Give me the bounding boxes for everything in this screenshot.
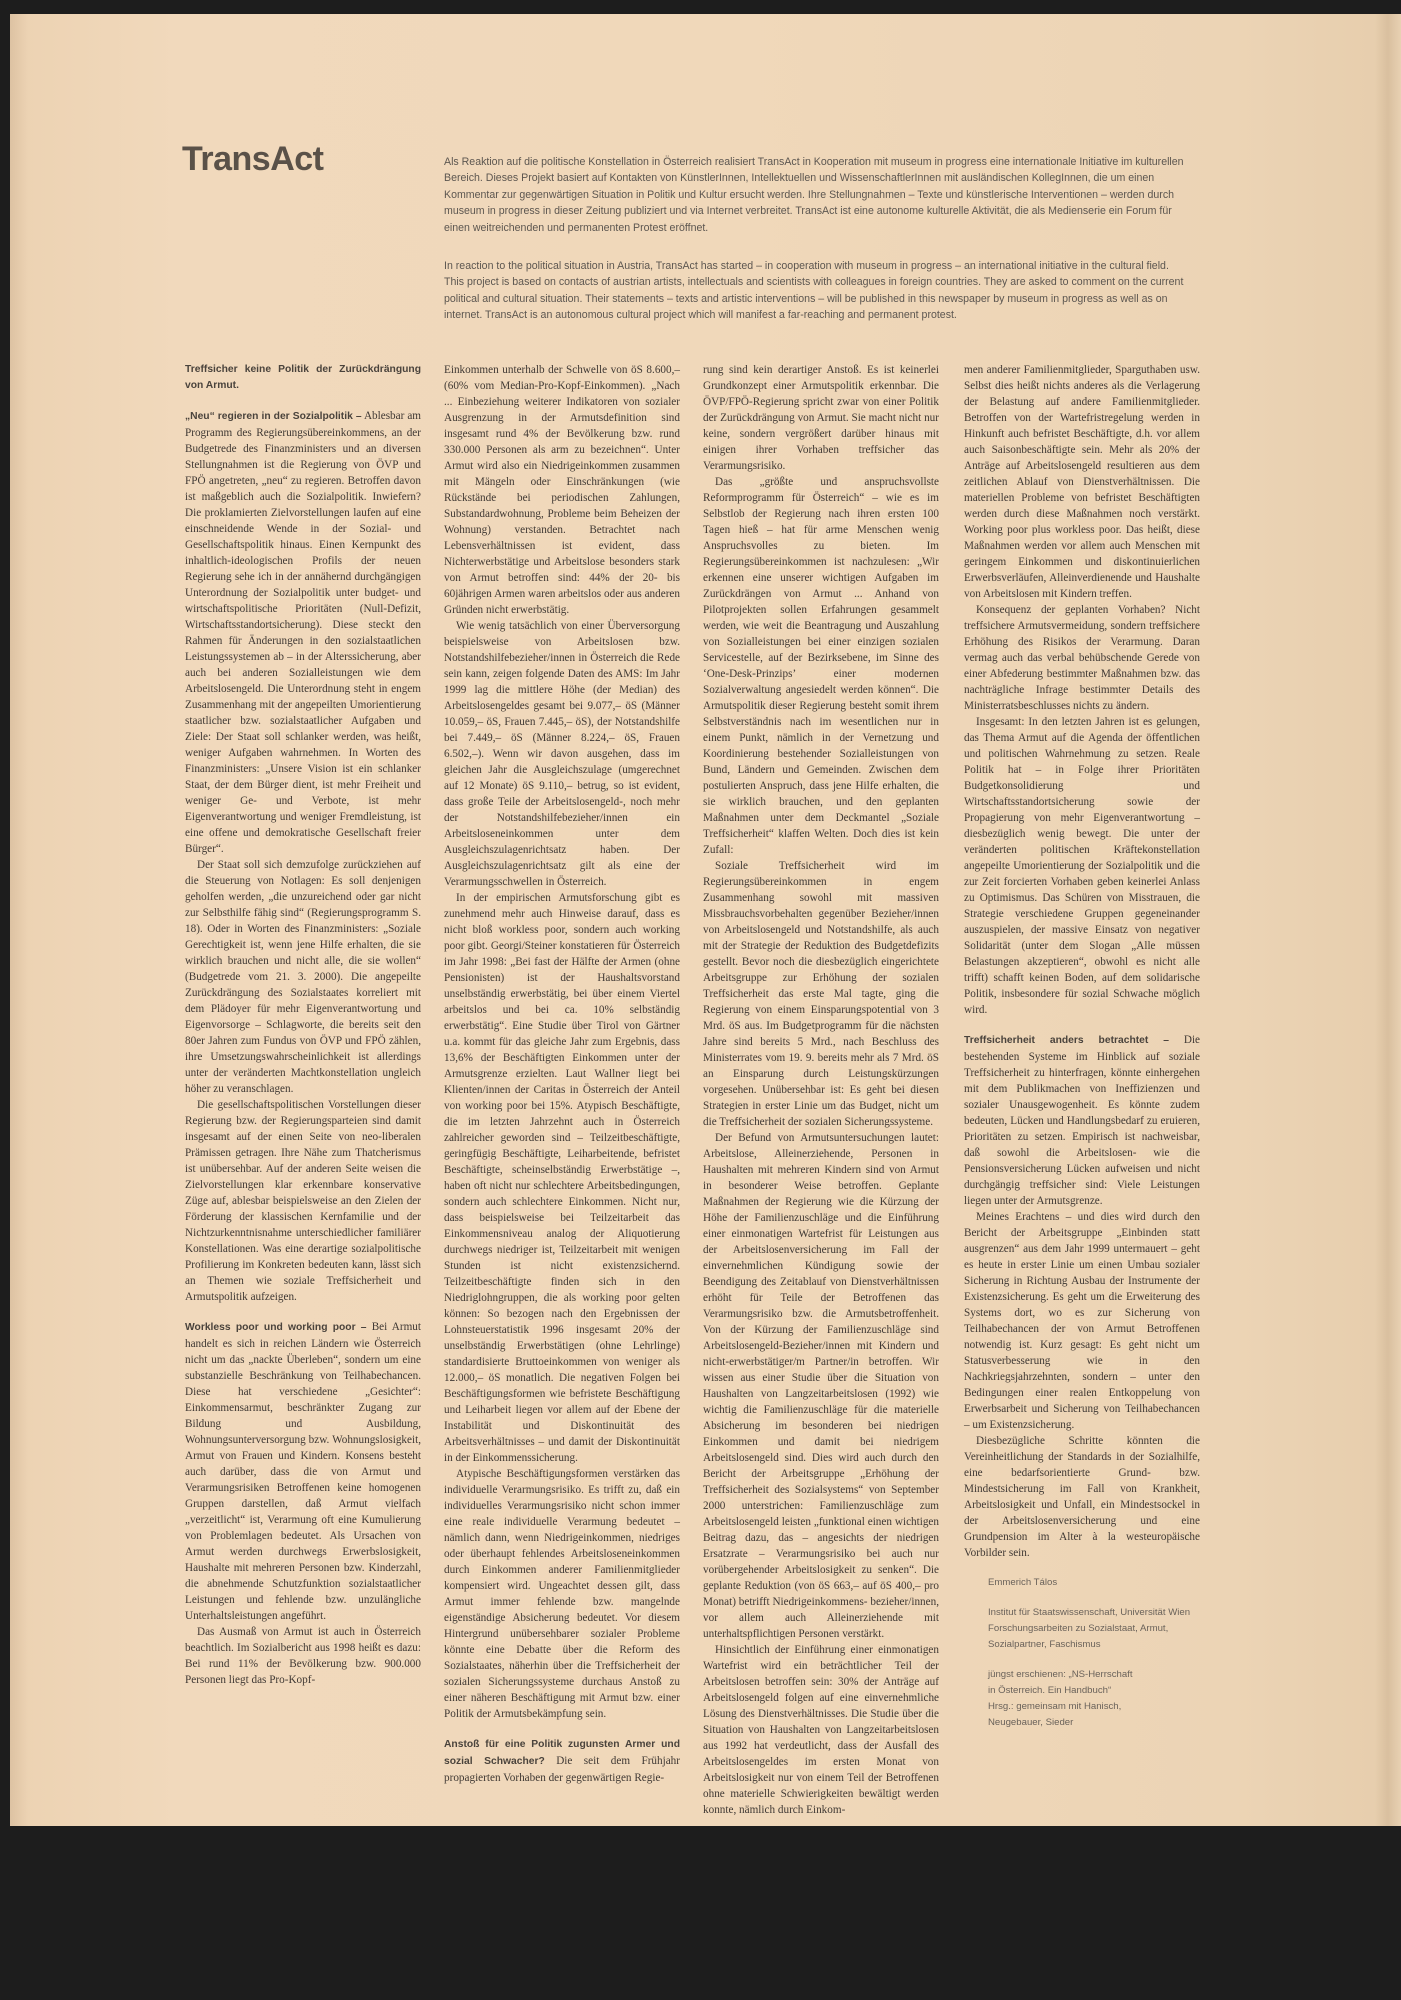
paragraph: Hinsichtlich der Einführung einer einmonatigen Wartefrist wird ein beträchtlicher Teil der Arbeitslosen betroffen sein: 30% der Anträge auf Arbeitslosengeld folgen auf eine einvernehmliche Lösung des Dienstverhältnisses. Die Studie über die Situation von Haushalten von Langzeitarbeitslosen aus 1992 hat verdeutlicht, dass der Ausfall des Arbeitslosengeldes im ersten Monat von Arbeitslosigkeit nur von einem Teil der Betroffenen ohne materielle Schwierigkeiten bewältigt werden konnte, nämlich durch Einkom- xyxy=(703,1644,939,1816)
author-publication: jüngst erschienen: „NS-Herrschaft in Österreich. Ein Handbuch“ Hrsg.: gemeinsam mit Hanisch, Neugebauer, Sieder xyxy=(988,1669,1133,1728)
newspaper-page xyxy=(10,14,1401,1826)
article-column-3 xyxy=(703,362,939,1816)
paragraph: Wie wenig tatsächlich von einer Überversorgung beispielsweise von Arbeitslosen bzw. Notstandshilfebezieher/innen in Österreich die Rede sein kann, zeigen folgende Daten des AMS: Im Jahr 1999 lag die mittlere Höhe (der Median) des Arbeitslosengeldes gesamt bei 9.077,– öS (Männer 10.059,– öS, Frauen 7.445,– öS), der Notstandshilfe bei 7.449,– öS (Männer 8.224,– öS, Frauen 6.502,–). Wenn wir davon ausgehen, dass im gleichen Jahr die Ausgleichszulage (umgerechnet auf 12 Monate) öS 9.110,– betrug, so ist evident, dass große Teile der Arbeitslosengeld-, noch mehr der Notstandshilfebezieher/innen ein Arbeitsloseneinkommen unter dem Ausgleichszulagenrichtsatz haben. Der Ausgleichszulagenrichtsatz gilt als eine der Verarmungsschwellen in Österreich. xyxy=(444,620,680,888)
intro-english: In reaction to the political situation in Austria, TransAct has started – in cooperation with museum in progress – an international initiative in the cultural field. This project is based on contacts of austrian artists, intellectuals and scientists with colleagues in foreign countries. They are asked to comment on the current political and cultural situation. Their statements – texts and artistic interventions – will be published in this newspaper by museum in progress as well as on internet. TransAct is an autonomous cultural project which will manifest a far-reaching and permanent protest. xyxy=(444,260,1184,322)
section-lead: Treffsicherheit anders betrachtet – xyxy=(964,1035,1169,1046)
paragraph: Der Staat soll sich demzufolge zurückziehen auf die Steuerung von Notlagen: Es soll denjenigen geholfen werden, „die unzureichend oder gar nicht zur Selbsthilfe fähig sind“ (Regierungsprogramm S. 18). Oder in Worten des Finanzministers: „Soziale Gerechtigkeit ist, wenn jene Hilfe erhalten, die sie wirklich brauchen und nicht alle, die sie wollen“ (Budgetrede vom 21. 3. 2000). Die angepeilte Zurückdrängung des Sozialstaates korreliert mit dem Plädoyer für mehr Eigenverantwortung und Eigenvorsorge – Schlagworte, die bereits seit den 80er Jahren zum Fundus von ÖVP und FPÖ zählen, ihre Umsetzungswahrscheinlichkeit ist allerdings unter der veränderten Machtkonstellation ungleich höher zu veranschlagen. xyxy=(185,859,421,1095)
paragraph: rung sind kein derartiger Anstoß. Es ist keinerlei Grundkonzept einer Armutspolitik erkennbar. Die ÖVP/FPÖ-Regierung spricht zwar von einer Politik der Zurückdrängung von Armut. Sie macht nicht nur keine, sondern vergrößert darüber hinaus mit einigen ihrer Vorhaben treffsicher das Verarmungsrisiko. xyxy=(703,364,939,472)
section-lead: „Neu“ regieren in der Sozialpolitik – xyxy=(185,411,362,422)
paragraph: Workless poor und working poor – Bei Armut handelt es sich in reichen Ländern wie Österreich nicht um das „nackte Überleben“, sondern um eine substanzielle Beschränkung von Teilhabechancen. Diese hat verschiedene „Gesichter“: Einkommensarmut, beschränkter Zugang zur Bildung und Ausbildung, Wohnungsunterversorgung bzw. Wohnungslosigkeit, Armut von Frauen und Kindern. Konsens besteht auch darüber, dass die von Armut und Verarmungsrisiken Betroffenen keine homogenen Gruppen darstellen, daß Armut vielfach „verzeitlicht“ ist, Verarmung oft eine Kumulierung von Problemlagen bedeutet. Als Ursachen von Armut werden durchwegs Erwerbslosigkeit, Haushalte mit mehreren Personen bzw. Kinderzahl, die abnehmende Schutzfunktion sozialstaatlicher Leistungen und fehlende bzw. unzulängliche Unterhaltsleistungen angeführt. xyxy=(185,1321,421,1622)
paragraph: Atypische Beschäftigungsformen verstärken das individuelle Verarmungsrisiko. Es trifft zu, daß ein individuelles Verarmungsrisiko nicht schon immer eine reale individuelle Verarmung bedeutet – nämlich dann, wenn Niedrigeinkommen, niedriges oder überhaupt fehlendes Arbeitsloseneinkommen durch Einkommen anderer Familienmitglieder kompensiert wird. Ungeachtet dessen gilt, dass Armut immer fehlende bzw. mangelnde eigenständige Absicherung bedeutet. Vor diesem Hintergrund unübersehbarer sozialer Probleme könnte eine Debatte über die Reform des Sozialstaates, näherhin über die Treffsicherheit der sozialen Sicherungssysteme durchaus Anstoß zu einer näheren Beschäftigung mit Armut bzw. einer Politik der Armutsbekämpfung sein. xyxy=(444,1468,680,1720)
paragraph: Diesbezügliche Schritte könnten die Vereinheitlichung der Standards in der Sozialhilfe, eine bedarfsorientierte Grund- bzw. Mindestsicherung im Fall von Krankheit, Arbeitslosigkeit und Unfall, ein Mindestsockel in der Arbeitslosenversicherung und eine Grundpension im Alter à la westeuropäische Vorbilder sein. xyxy=(964,1435,1200,1559)
paragraph: Meines Erachtens – und dies wird durch den Bericht der Arbeitsgruppe „Einbinden statt ausgrenzen“ aus dem Jahr 1999 untermauert – geht es heute in erster Linie um einen Umbau sozialer Sicherung in Richtung Ausbau der Instrumente der Existenzsicherung. Es geht um die Erweiterung des Systems dort, wo es zur Sicherung von Teilhabechancen der von Armut Betroffenen notwendig ist. Kurz gesagt: Es geht nicht um Statusverbesserung wie in den Nachkriegsjahrzehnten, sondern – unter den Bedingungen einer realen Entkoppelung von Erwerbsarbeit und Sicherung von Teilhabechancen – um Existenzsicherung. xyxy=(964,1211,1200,1431)
paragraph: Konsequenz der geplanten Vorhaben? Nicht treffsichere Armutsvermeidung, sondern treffsichere Erhöhung des Risikos der Verarmung. Daran vermag auch das verbal behübschende Gerede von einer Abfederung bestimmter Maßnahmen bzw. das nachträgliche Infrage bestimmter Details des Ministerratsbeschlusses nichts zu ändern. xyxy=(964,604,1200,712)
paragraph: Anstoß für eine Politik zugunsten Armer und sozial Schwacher? Die seit dem Frühjahr propagierten Vorhaben der gegenwärtigen Regie- xyxy=(444,1739,681,1784)
paragraph: Das „größte und anspruchsvollste Reformprogramm für Österreich“ – wie es im Selbstlob der Regierung nach ihren ersten 100 Tagen hieß – hat für arme Menschen wenig Anspruchsvolles zu bieten. Im Regierungsübereinkommen ist nachzulesen: „Wir erkennen eine unserer wichtigen Aufgaben im Zurückdrängen von Armut ... Anhand von Pilotprojekten sollen Erfahrungen gesammelt werden, wie weit die Beantragung und Auszahlung von Sozialleistungen bei einer einzigen sozialen Servicestelle, auf der Bezirksebene, im Sinne des ‘One-Desk-Prinzips’ einer modernen Sozialverwaltung angesiedelt werden können“. Die Armutspolitik dieser Regierung besteht somit ihrem Selbstverständnis nach im wesentlichen nur in einem Punkt, nämlich in der Vernetzung und Koordinierung bestehender Sozialleistungen von Bund, Ländern und Gemeinden. Zwischen dem postulierten Anspruch, dass jene Hilfe erhalten, die sie wirklich brauchen, und den geplanten Maßnahmen unter dem Deckmantel „Soziale Treffsicherheit“ klaffen Welten. Doch dies ist kein Zufall: xyxy=(703,476,939,856)
article-column-2 xyxy=(444,362,680,1792)
author-name: Emmerich Tálos xyxy=(988,1577,1058,1588)
article-column-1 xyxy=(185,362,421,1792)
section-lead: Anstoß für eine Politik zugunsten Armer und sozial Schwacher? xyxy=(444,1739,680,1767)
masthead-title: TransAct xyxy=(182,140,324,178)
paragraph: Einkommen unterhalb der Schwelle von öS 8.600,– (60% vom Median-Pro-Kopf-Einkommen). „Nach ... Einbeziehung weiterer Indikatoren von sozialer Ausgrenzung in der Armutsdefinition sind insgesamt rund 4% der Bevölkerung bzw. rund 330.000 Personen als arm zu bezeichnen“. Unter Armut wird also ein Niedrigeinkommen zusammen mit Mängeln oder Einschränkungen (wie Rückstände bei periodischen Zahlungen, Substandardwohnung, Probleme beim Beheizen der Wohnung) verstanden. Betrachtet nach Lebensverhältnissen ist evident, dass Nichterwerbstätige und Arbeitslose besonders stark von Armut betroffen sind: 44% der 20- bis 60jährigen Armen waren arbeitslos oder aus anderen Gründen nicht erwerbstätig. xyxy=(444,364,680,616)
section-lead: Workless poor und working poor – xyxy=(185,1322,367,1333)
paragraph: Der Befund von Armutsuntersuchungen lautet: Arbeitslose, Alleinerziehende, Personen in Haushalten mit mehreren Kindern sind von Armut in besonderer Weise betroffen. Geplante Maßnahmen der Regierung wie die Kürzung der Höhe der Familienzuschläge und die Einführung einer einmonatigen Wartefrist für Leistungen aus der Arbeitslosenversicherung im Fall der einvernehmlichen Kündigung sowie der Beendigung des Zeitablauf von Dienstverhältnissen erhöht für Teile der Betroffenen das Verarmungsrisiko bzw. die Armutsbetroffenheit. Von der Kürzung der Familienzuschläge sind Arbeitslosengeld-Bezieher/innen mit Kindern und nicht-erwerbstätiger/m Partner/in betroffen. Wir wissen aus einer Studie über die Situation von Haushalten von Langzeitarbeitslosen (1992) wie wichtig die Familienzuschläge für die materielle Absicherung im besonderen bei niedrigen Einkommen und damit bei niedrigem Arbeitslosengeld sind. Dies wird auch durch den Bericht der Arbeitsgruppe „Erhöhung der Treffsicherheit des Sozialsystems“ von September 2000 unterstrichen: Familienzuschläge zum Arbeitslosengeld leisten „funktional einen wichtigen Beitrag dazu, das – angesichts der niedrigen Ersatzrate – Verarmungsrisiko bei auch nur vorübergehender Arbeitslosigkeit zu senken“. Die geplante Reduktion (von öS 663,– auf öS 400,– pro Monat) betrifft Niedrigeinkommens- bezieher/innen, vor allem auch Alleinerziehende mit unterhaltspflichtigen Personen verstärkt. xyxy=(703,1132,939,1640)
article-headline: Treffsicher keine Politik der Zurückdrängung von Armut. xyxy=(185,364,421,391)
page-fold-right xyxy=(1375,14,1401,1826)
page-shadow-left xyxy=(10,14,28,1826)
paragraph: Das Ausmaß von Armut ist auch in Österreich beachtlich. Im Sozialbericht aus 1998 heißt es dazu: Bei rund 11% der Bevölkerung bzw. 900.000 Personen liegt das Pro-Kopf- xyxy=(185,1626,421,1686)
paragraph: „Neu“ regieren in der Sozialpolitik – Ablesbar am Programm des Regierungsübereinkommens, an der Budgetrede des Finanzministers und an diversen Stellungnahmen ist die Regierung von ÖVP und FPÖ angetreten, „neu“ zu regieren. Betroffen davon ist maßgeblich auch die Sozialpolitik. Inwiefern? Die proklamierten Zielvorstellungen laufen auf eine einschneidende Wende in der Sozial- und Gesellschaftspolitik hinaus. Einen Kernpunkt des inhaltlich-ideologischen Profils der neuen Regierung sehe ich in der annähernd durchgängigen Unterordnung der Sozialpolitik unter budget- und wirtschaftspolitische Prioritäten (Null-Defizit, Wirtschaftsstandortsicherung). Diese steckt den Rahmen für Änderungen in den sozialstaatlichen Leistungssystemen ab – in der Alterssicherung, aber auch bei anderen Sozialleistungen wie dem Arbeitslosengeld. Die Unterordnung steht in engem Zusammenhang mit der angepeilten Umorientierung staatlicher bzw. sozialstaatlicher Aufgaben und Ziele: Der Staat soll schlanker werden, was heißt, weniger Aufgaben wahrnehmen. In Worten des Finanzministers: „Unsere Vision ist ein schlanker Staat, der dem Bürger dient, ist mehr Freiheit und weniger Ge- und Verbote, ist mehr Eigenverantwortung und weniger Fremdleistung, ist eine offene und demokratische Gesellschaft freier Bürger“. xyxy=(185,410,421,855)
paragraph: Treffsicherheit anders betrachtet – Die bestehenden Systeme im Hinblick auf soziale Treffsicherheit zu hinterfragen, könnte einhergehen mit dem Publikmachen von Ineffizienzen und sozialer Unausgewogenheit. Es könnte zudem bedeuten, Lücken und Handlungsbedarf zu eruieren, Prioritäten zu setzen. Empirisch ist nachweisbar, daß sowohl die Arbeitslosen- wie die Pensionsversicherung Lücken aufweisen und nicht durchgängig treffsicher sind: Viele Leistungen liegen unter der Armutsgrenze. xyxy=(964,1034,1201,1207)
paragraph: Insgesamt: In den letzten Jahren ist es gelungen, das Thema Armut auf die Agenda der öffentlichen und politischen Wahrnehmung zu setzen. Reale Politik hat – in Folge ihrer Prioritäten Budgetkonsolidierung und Wirtschaftsstandortsicherung sowie der Propagierung von mehr Eigenverantwortung – diesbezüglich wenig bewegt. Die unter der veränderten politischen Kräftekonstellation angepeilte Umorientierung der Sozialpolitik und die zur Zeit forcierten Vorhaben geben keinerlei Anlass zu Optimismus. Das Schüren von Misstrauen, die Strategie verschiedene Gruppen gegeneinander auszuspielen, der massive Einsatz von negativer Solidarität (unter dem Slogan „Alle müssen Belastungen akzeptieren“, obwohl es nicht alle trifft) schafft keinen Boden, auf dem solidarische Politik, insbesondere für sozial Schwache möglich wird. xyxy=(964,716,1200,1016)
paragraph: In der empirischen Armutsforschung gibt es zunehmend mehr auch Hinweise darauf, dass es nicht bloß workless poor, sondern auch working poor gibt. Georgi/Steiner konstatieren für Österreich im Jahr 1998: „Bei fast der Hälfte der Armen (ohne Pensionisten) ist der Haushaltsvorstand unselbständig erwerbstätig, bei über einem Viertel arbeitslos und bei ca. 10% selbständig erwerbstätig“. Eine Studie über Tirol von Gärtner u.a. kommt für das gleiche Jahr zum Ergebnis, dass 13,6% der Beschäftigten Einkommen unter der Armutsgrenze erzielten. Laut Wallner liegt bei Klienten/innen der Caritas in Österreich der Anteil von working poor bei 15%. Atypisch Beschäftigte, die im letzten Jahrzehnt auch in Österreich zahlreicher geworden sind – Teilzeitbeschäftigte, geringfügig Beschäftigte, Leiharbeitende, befristet Beschäftigte, scheinselbständig Erwerbstätige –, haben oft nicht nur schlechtere Arbeitsbedingungen, sondern auch schlechtere Einkommen. Nicht nur, dass beispielsweise bei Teilzeitarbeit das Einkommensniveau analog der Aliquotierung durchwegs niedriger ist, Teilzeitarbeit mit wenigen Stunden ist nicht existenzsichernd. Teilzeitbeschäftigte finden sich in den Niedriglohngruppen, die als working poor gelten können: So bezogen nach den Ergebnissen der Lohnsteuerstatistik 1996 insgesamt 20% der unselbständig Erwerbstätigen (ohne Lehrlinge) standardisierte Bruttoeinkommen von weniger als 12.000,– öS monatlich. Die negativen Folgen bei Beschäftigungsformen wie befristete Beschäftigung und Leiharbeit liegen vor allem auf der Ebene der Instabilität und Diskontinuität des Arbeitsverhältnisses – und damit der Diskontinuität in der Einkommenssicherung. xyxy=(444,892,680,1464)
article-column-4 xyxy=(964,362,1200,1792)
paragraph: Die gesellschaftspolitischen Vorstellungen dieser Regierung bzw. der Regierungsparteien sind damit insgesamt auf der einen Seite von neo-liberalen Prämissen getragen. Ihre Nähe zum Thatcherismus ist unübersehbar. Auf der anderen Seite weisen die Zielvorstellungen klar erkennbare konservative Züge auf, ablesbar beispielsweise an den Zielen der Förderung der klassischen Kernfamilie und der Nichtzurkenntnisnahme unterschiedlicher familiärer Konstellationen. Was eine derartige sozialpolitische Profilierung im Konkreten bedeuten kann, lässt sich an Themen wie soziale Treffsicherheit und Armutspolitik aufzeigen. xyxy=(185,1099,421,1303)
paragraph: Soziale Treffsicherheit wird im Regierungsübereinkommen in engem Zusammenhang sowohl mit massiven Missbrauchsvorbehalten gegenüber Bezieher/innen von Arbeitslosengeld und Notstandshilfe, als auch mit der Strategie der Reduktion des Budgetdefizits gestellt. Bevor noch die diesbezüglich eingerichtete Arbeitsgruppe zur Erhöhung der sozialen Treffsicherheit das erste Mal tagte, ging die Regierung von einem Einsparungspotential von 3 Mrd. öS aus. Im Budgetprogramm für die nächsten Jahre sind bereits 5 Mrd., nach Beschluss des Ministerrates vom 19. 9. bereits mehr als 7 Mrd. öS an Einsparung durch Leistungskürzungen vorgesehen. Unübersehbar ist: Es geht bei diesen Strategien in erster Linie um das Budget, nicht um die Treffsicherheit der sozialen Sicherungssysteme. xyxy=(703,860,939,1128)
author-affiliation: Institut für Staatswissenschaft, Universität Wien Forschungsarbeiten zu Sozialstaat, Armut, Sozialpartner, Faschismus xyxy=(988,1607,1191,1650)
paragraph: men anderer Familienmitglieder, Sparguthaben usw. Selbst dies heißt nichts anderes als die Verlagerung der Belastung auf andere Familienmitglieder. Betroffen von der Wartefristregelung werden in Hinkunft auch befristet Beschäftigte, d.h. vor allem auch Saisonbeschäftigte sein. Mehr als 20% der Anträge auf Arbeitslosengeld resultieren aus dem zeitlichen Ablauf von Dienstverhältnissen. Die materiellen Probleme von befristet Beschäftigten werden durch diese Maßnahmen noch verstärkt. Working poor plus workless poor. Das heißt, diese Maßnahmen werden vor allem auch Menschen mit geringem Einkommen und diskontinuierlichen Erwerbsverläufen, Alleinverdienende und Haushalte von Arbeitslosen mit Kindern treffen. xyxy=(964,364,1200,600)
intro-german: Als Reaktion auf die politische Konstellation in Österreich realisiert TransAct in Kooperation mit museum in progress eine internationale Initiative im kulturellen Bereich. Dieses Projekt basiert auf Kontakten von KünstlerInnen, Intellektuellen und WissenschaftlerInnen mit ausländischen KollegInnen, die um einen Kommentar zur gegenwärtigen Situation in Politik und Kultur ersucht werden. Ihre Stellungnahmen – Texte und künstlerische Interventionen – werden durch museum in progress in dieser Zeitung publiziert und via Internet verbreitet. TransAct ist eine autonome kulturelle Aktivität, die als Medienserie ein Forum für einen weitreichenden und permanenten Protest eröffnet. xyxy=(444,156,1184,234)
